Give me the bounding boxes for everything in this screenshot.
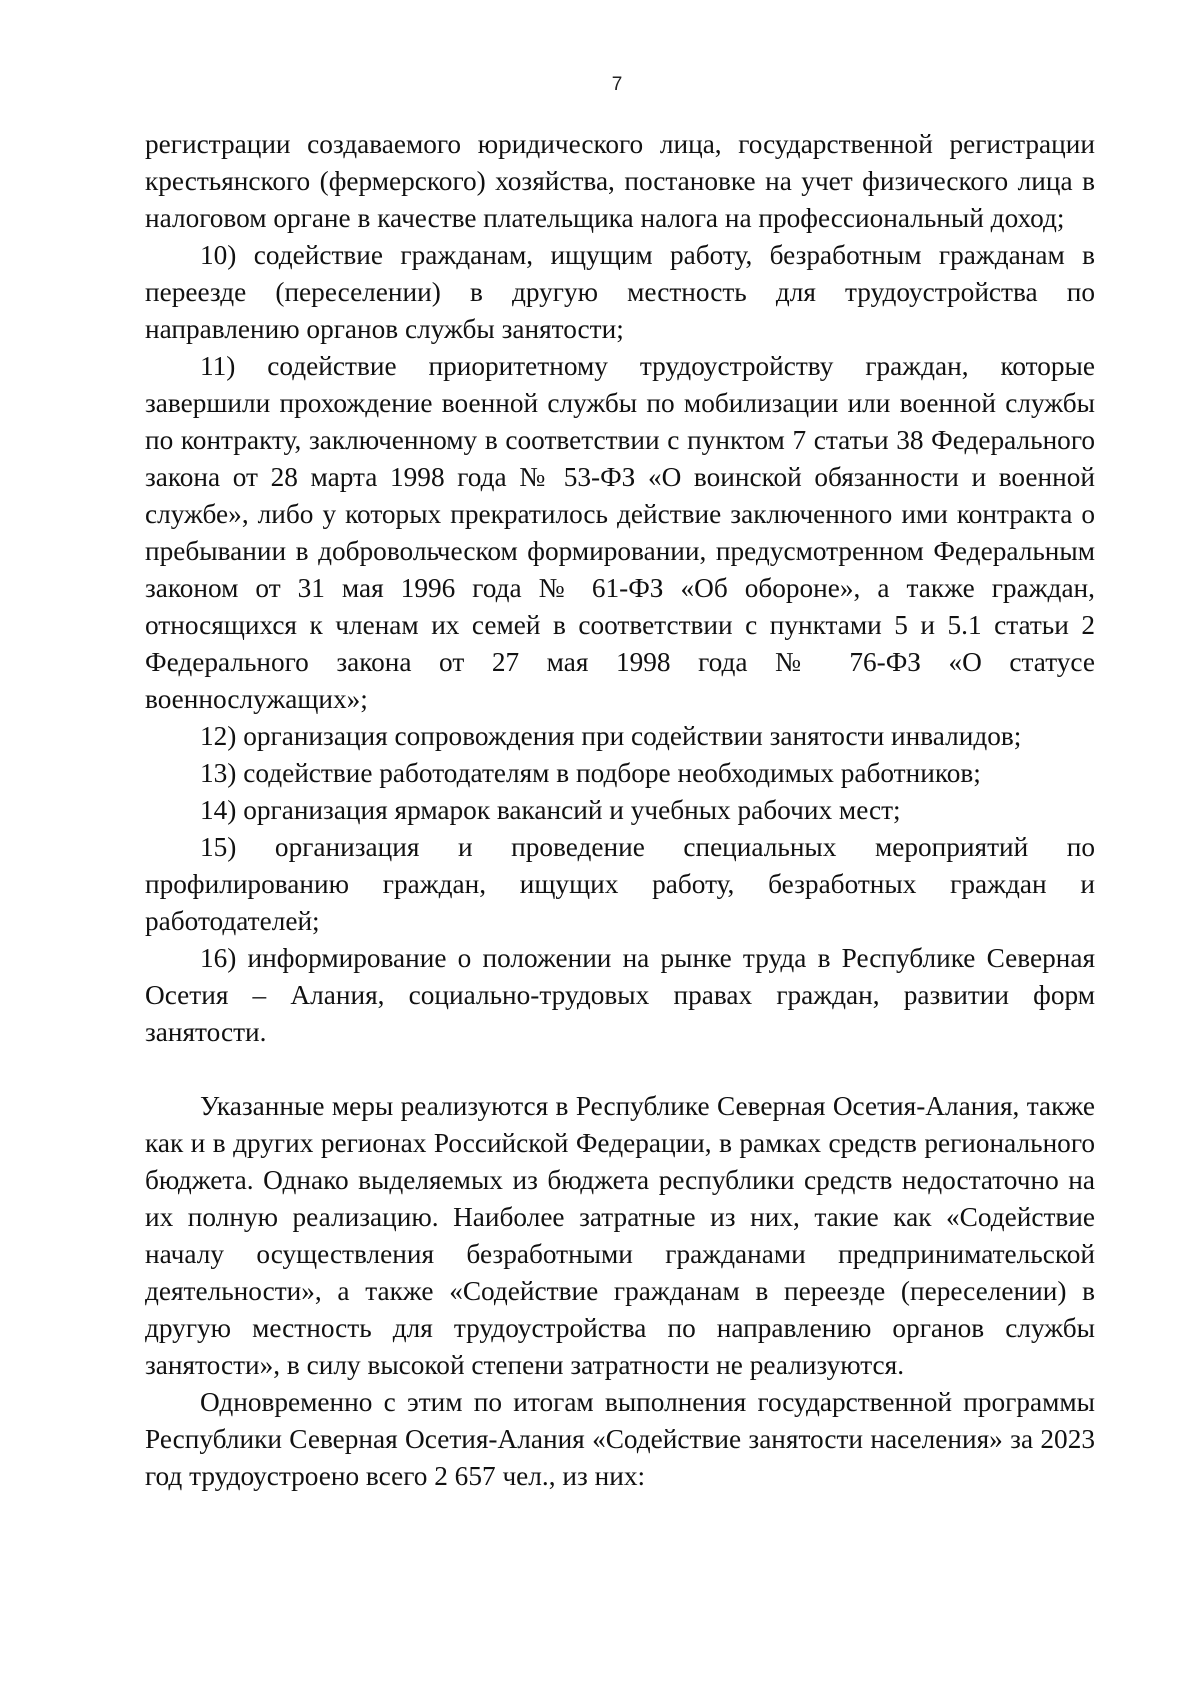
list-item-15: 15) организация и проведение специальных мероприятий по профилированию граждан, ищущих работу, безработных граждан и работодателей; bbox=[145, 832, 1095, 936]
page-number: 7 bbox=[611, 74, 623, 95]
list-item-11: 11) содействие приоритетному трудоустройству граждан, которые завершили прохождение военной службы по мобилизации или военной службы по контракту, заключенному в соответствии с пунктом 7 статьи 38 Федерального закона от 28 марта 1998 года № 53-ФЗ «О воинской обязанности и военной службе», либо у которых прекратилось действие заключенного ими контракта о пребывании в добровольческом формировании, предусмотренном Федеральным законом от 31 мая 1996 года № 61-ФЗ «Об обороне», а также граждан, относящихся к членам их семей в соответствии с пунктами 5 и 5.1 статьи 2 Федерального закона от 27 мая 1998 года № 76-ФЗ «О статусе военнослужащих»; bbox=[145, 351, 1095, 714]
list-item-10: 10) содействие гражданам, ищущим работу, безработным гражданам в переезде (переселении) в другую местность для трудоустройства по направлению органов службы занятости; bbox=[145, 240, 1095, 344]
paragraph-measures: Указанные меры реализуются в Республике Северная Осетия-Алания, также как и в других регионах Российской Федерации, в рамках средств регионального бюджета. Однако выделяемых из бюджета республики средств недостаточно на их полную реализацию. Наиболее затратные из них, такие как «Содействие началу осуществления безработными гражданами предпринимательской деятельности», а также «Содействие гражданам в переезде (переселении) в другую местность для трудоустройства по направлению органов службы занятости», в силу высокой степени затратности не реализуются. bbox=[145, 1091, 1095, 1380]
list-item-14: 14) организация ярмарок вакансий и учебных рабочих мест; bbox=[200, 795, 901, 825]
list-item-12: 12) организация сопровождения при содействии занятости инвалидов; bbox=[200, 721, 1022, 751]
list-item-13: 13) содействие работодателям в подборе необходимых работников; bbox=[200, 758, 981, 788]
paragraph-results: Одновременно с этим по итогам выполнения государственной программы Республики Северная Осетия-Алания «Содействие занятости населения» за 2023 год трудоустроено всего 2 657 чел., из них: bbox=[145, 1387, 1095, 1491]
document-body bbox=[145, 126, 1095, 1495]
list-item-16: 16) информирование о положении на рынке труда в Республике Северная Осетия – Алания, социально-трудовых правах граждан, развитии форм занятости. bbox=[145, 943, 1095, 1047]
paragraph-continuation: регистрации создаваемого юридического лица, государственной регистрации крестьянского (фермерского) хозяйства, постановке на учет физического лица в налоговом органе в качестве плательщика налога на профессиональный доход; bbox=[145, 129, 1095, 233]
